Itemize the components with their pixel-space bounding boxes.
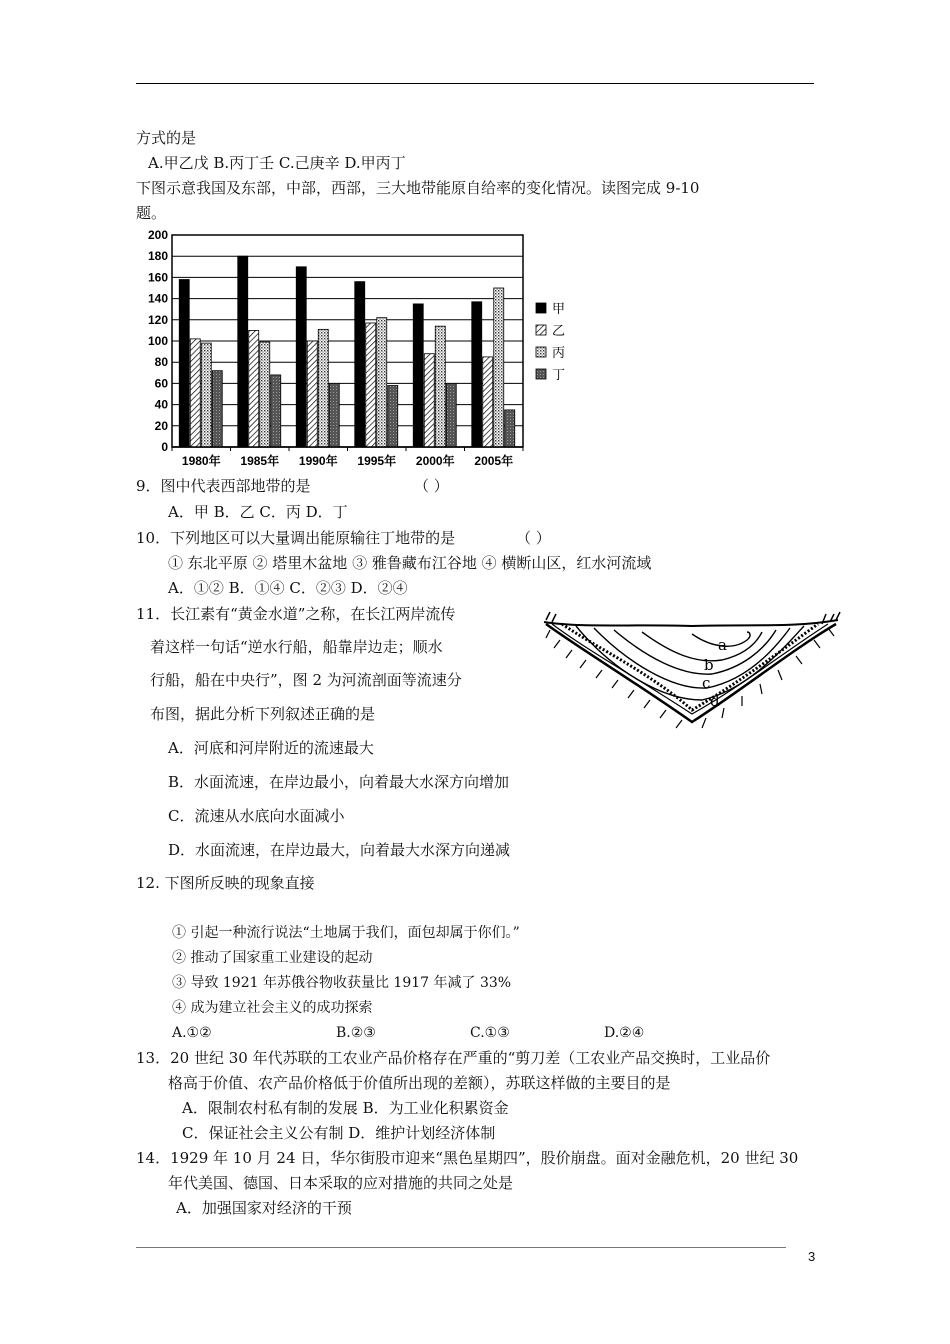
river-label-c: c	[702, 674, 711, 692]
legend-swatch	[536, 347, 546, 357]
bar-甲	[179, 280, 189, 447]
bar-丙	[435, 326, 445, 447]
q13-line-1: 13．20 世纪 30 年代苏联的工农业产品价格存在严重的“剪刀差（工农业产品交换时，工业品价	[136, 1049, 771, 1067]
intro-line-2: 题。	[136, 204, 167, 222]
q10-stem: 10．下列地区可以大量调出能原输往丁地带的是	[136, 529, 456, 547]
y-axis-ticks	[148, 228, 168, 454]
bar-甲	[472, 302, 482, 447]
river-label-d: d	[710, 692, 720, 710]
bar-丁	[271, 375, 281, 447]
bar-丁	[329, 383, 339, 447]
y-tick-label: 140	[147, 291, 168, 306]
q12-stem: 12. 下图所反映的现象直接	[136, 874, 315, 892]
q11-option-a: A．河底和河岸附近的流速最大	[168, 739, 374, 757]
x-tick-label: 1980年	[181, 454, 221, 468]
q14-line-2: 年代美国、德国、日本采取的应对措施的共同之处是	[168, 1174, 514, 1192]
bar-丙	[318, 329, 328, 447]
river-label-a: a	[718, 636, 727, 654]
x-axis-ticks	[172, 447, 523, 468]
q12-option-a: A.①②	[172, 1025, 212, 1041]
q12-option-d: D.②④	[604, 1025, 645, 1041]
q11-option-b: B．水面流速，在岸边最小，向着最大水深方向增加	[168, 773, 510, 791]
footer-rule	[136, 1247, 786, 1248]
legend-label: 乙	[552, 324, 566, 339]
bar-丁	[388, 386, 398, 447]
y-tick-label: 200	[147, 228, 168, 242]
y-tick-label: 180	[147, 249, 168, 264]
y-tick-label: 100	[147, 334, 168, 348]
q10-items: ① 东北平原 ② 塔里木盆地 ③ 雅鲁藏布江谷地 ④ 横断山区，红水河流域	[168, 554, 652, 572]
header-rule	[136, 83, 814, 84]
river-label-b: b	[704, 656, 714, 674]
x-tick-label: 1985年	[240, 454, 280, 468]
x-tick-label: 1990年	[298, 454, 338, 468]
y-tick-label: 80	[154, 355, 168, 370]
q10-options: A．①② B．①④ C．②③ D．②④	[168, 579, 408, 597]
legend-label: 甲	[552, 302, 566, 317]
bar-乙	[483, 357, 493, 447]
q11-line-4: 布图，据此分析下列叙述正确的是	[150, 705, 376, 723]
intro-line-1: 下图示意我国及东部，中部，西部，三大地带能原自给率的变化情况。读图完成 9-10	[136, 179, 700, 197]
q12-option-c: C.①③	[470, 1025, 510, 1041]
q9-options: A．甲 B．乙 C．丙 D．丁	[168, 503, 348, 521]
legend-swatch	[536, 303, 546, 313]
bar-丙	[201, 343, 211, 447]
river-velocity-section-diagram	[542, 610, 842, 740]
legend-label: 丁	[552, 368, 566, 383]
y-tick-label: 40	[154, 397, 168, 412]
bar-丁	[446, 383, 456, 447]
y-tick-label: 120	[147, 312, 168, 327]
bar-乙	[424, 354, 434, 447]
q14-option-a: A．加强国家对经济的干预	[176, 1199, 352, 1217]
legend-label: 丙	[552, 346, 566, 361]
q11-line-1: 11．长江素有“黄金水道”之称，在长江两岸流传	[136, 605, 456, 623]
q9-answer-paren: （ ）	[414, 477, 449, 495]
q13-line-2: 格高于价值、农产品价格低于价值所出现的差额），苏联这样做的主要目的是	[168, 1074, 671, 1092]
bar-丁	[212, 371, 222, 447]
y-tick-label: 60	[154, 376, 168, 391]
q12-item-3: ③ 导致 1921 年苏俄谷物收获量比 1917 年减了 33%	[172, 975, 512, 991]
chart-gridlines	[172, 235, 523, 447]
x-tick-label: 2005年	[474, 454, 514, 468]
q8-stem-tail: 方式的是	[136, 129, 197, 147]
q13-options-1: A．限制农村私有制的发展 B．为工业化积累资金	[182, 1099, 509, 1117]
q11-line-3: 行船，船在中央行”，图 2 为河流剖面等流速分	[150, 671, 462, 689]
x-tick-label: 1995年	[357, 454, 397, 468]
bar-乙	[366, 323, 376, 447]
q12-item-2: ② 推动了国家重工业建设的起动	[172, 950, 373, 966]
q9-stem: 9．图中代表西部地带的是	[136, 477, 311, 495]
bar-丙	[377, 318, 387, 447]
q12-item-4: ④ 成为建立社会主义的成功探索	[172, 1000, 373, 1016]
q11-option-c: C．流速从水底向水面减小	[168, 807, 345, 825]
page-number: 3	[808, 1249, 816, 1264]
legend-swatch	[536, 369, 546, 379]
y-tick-label: 20	[154, 418, 168, 433]
chart-legend	[532, 295, 574, 387]
y-tick-label: 0	[161, 440, 168, 454]
q8-options: A.甲乙戊 B.丙丁壬 C.己庚辛 D.甲丙丁	[148, 154, 406, 172]
energy-self-sufficiency-chart	[138, 227, 578, 473]
legend-swatch	[536, 325, 546, 335]
bar-丁	[505, 410, 515, 447]
y-tick-label: 160	[147, 270, 168, 285]
bar-甲	[238, 256, 248, 447]
q11-line-2: 着这样一句话“逆水行船，船靠岸边走；顺水	[150, 638, 443, 656]
bar-甲	[296, 267, 306, 447]
q14-line-1: 14．1929 年 10 月 24 日，华尔街股市迎来“黑色星期四”，股价崩盘。面对金融危机，20 世纪 30	[136, 1149, 799, 1167]
bar-乙	[249, 330, 259, 447]
bar-乙	[190, 339, 200, 447]
q13-options-2: C．保证社会主义公有制 D．维护计划经济体制	[182, 1124, 496, 1142]
bar-丙	[260, 342, 270, 447]
chart-bars	[179, 256, 515, 447]
q11-option-d: D．水面流速，在岸边最大，向着最大水深方向递减	[168, 841, 511, 859]
q12-item-1: ① 引起一种流行说法“土地属于我们，面包却属于你们。”	[172, 925, 520, 941]
bar-甲	[355, 282, 365, 447]
bar-丙	[494, 288, 504, 447]
bar-乙	[307, 341, 317, 447]
x-tick-label: 2000年	[415, 454, 455, 468]
bar-甲	[413, 304, 423, 447]
q12-option-b: B.②③	[336, 1025, 376, 1041]
q10-answer-paren: （ ）	[516, 529, 551, 547]
